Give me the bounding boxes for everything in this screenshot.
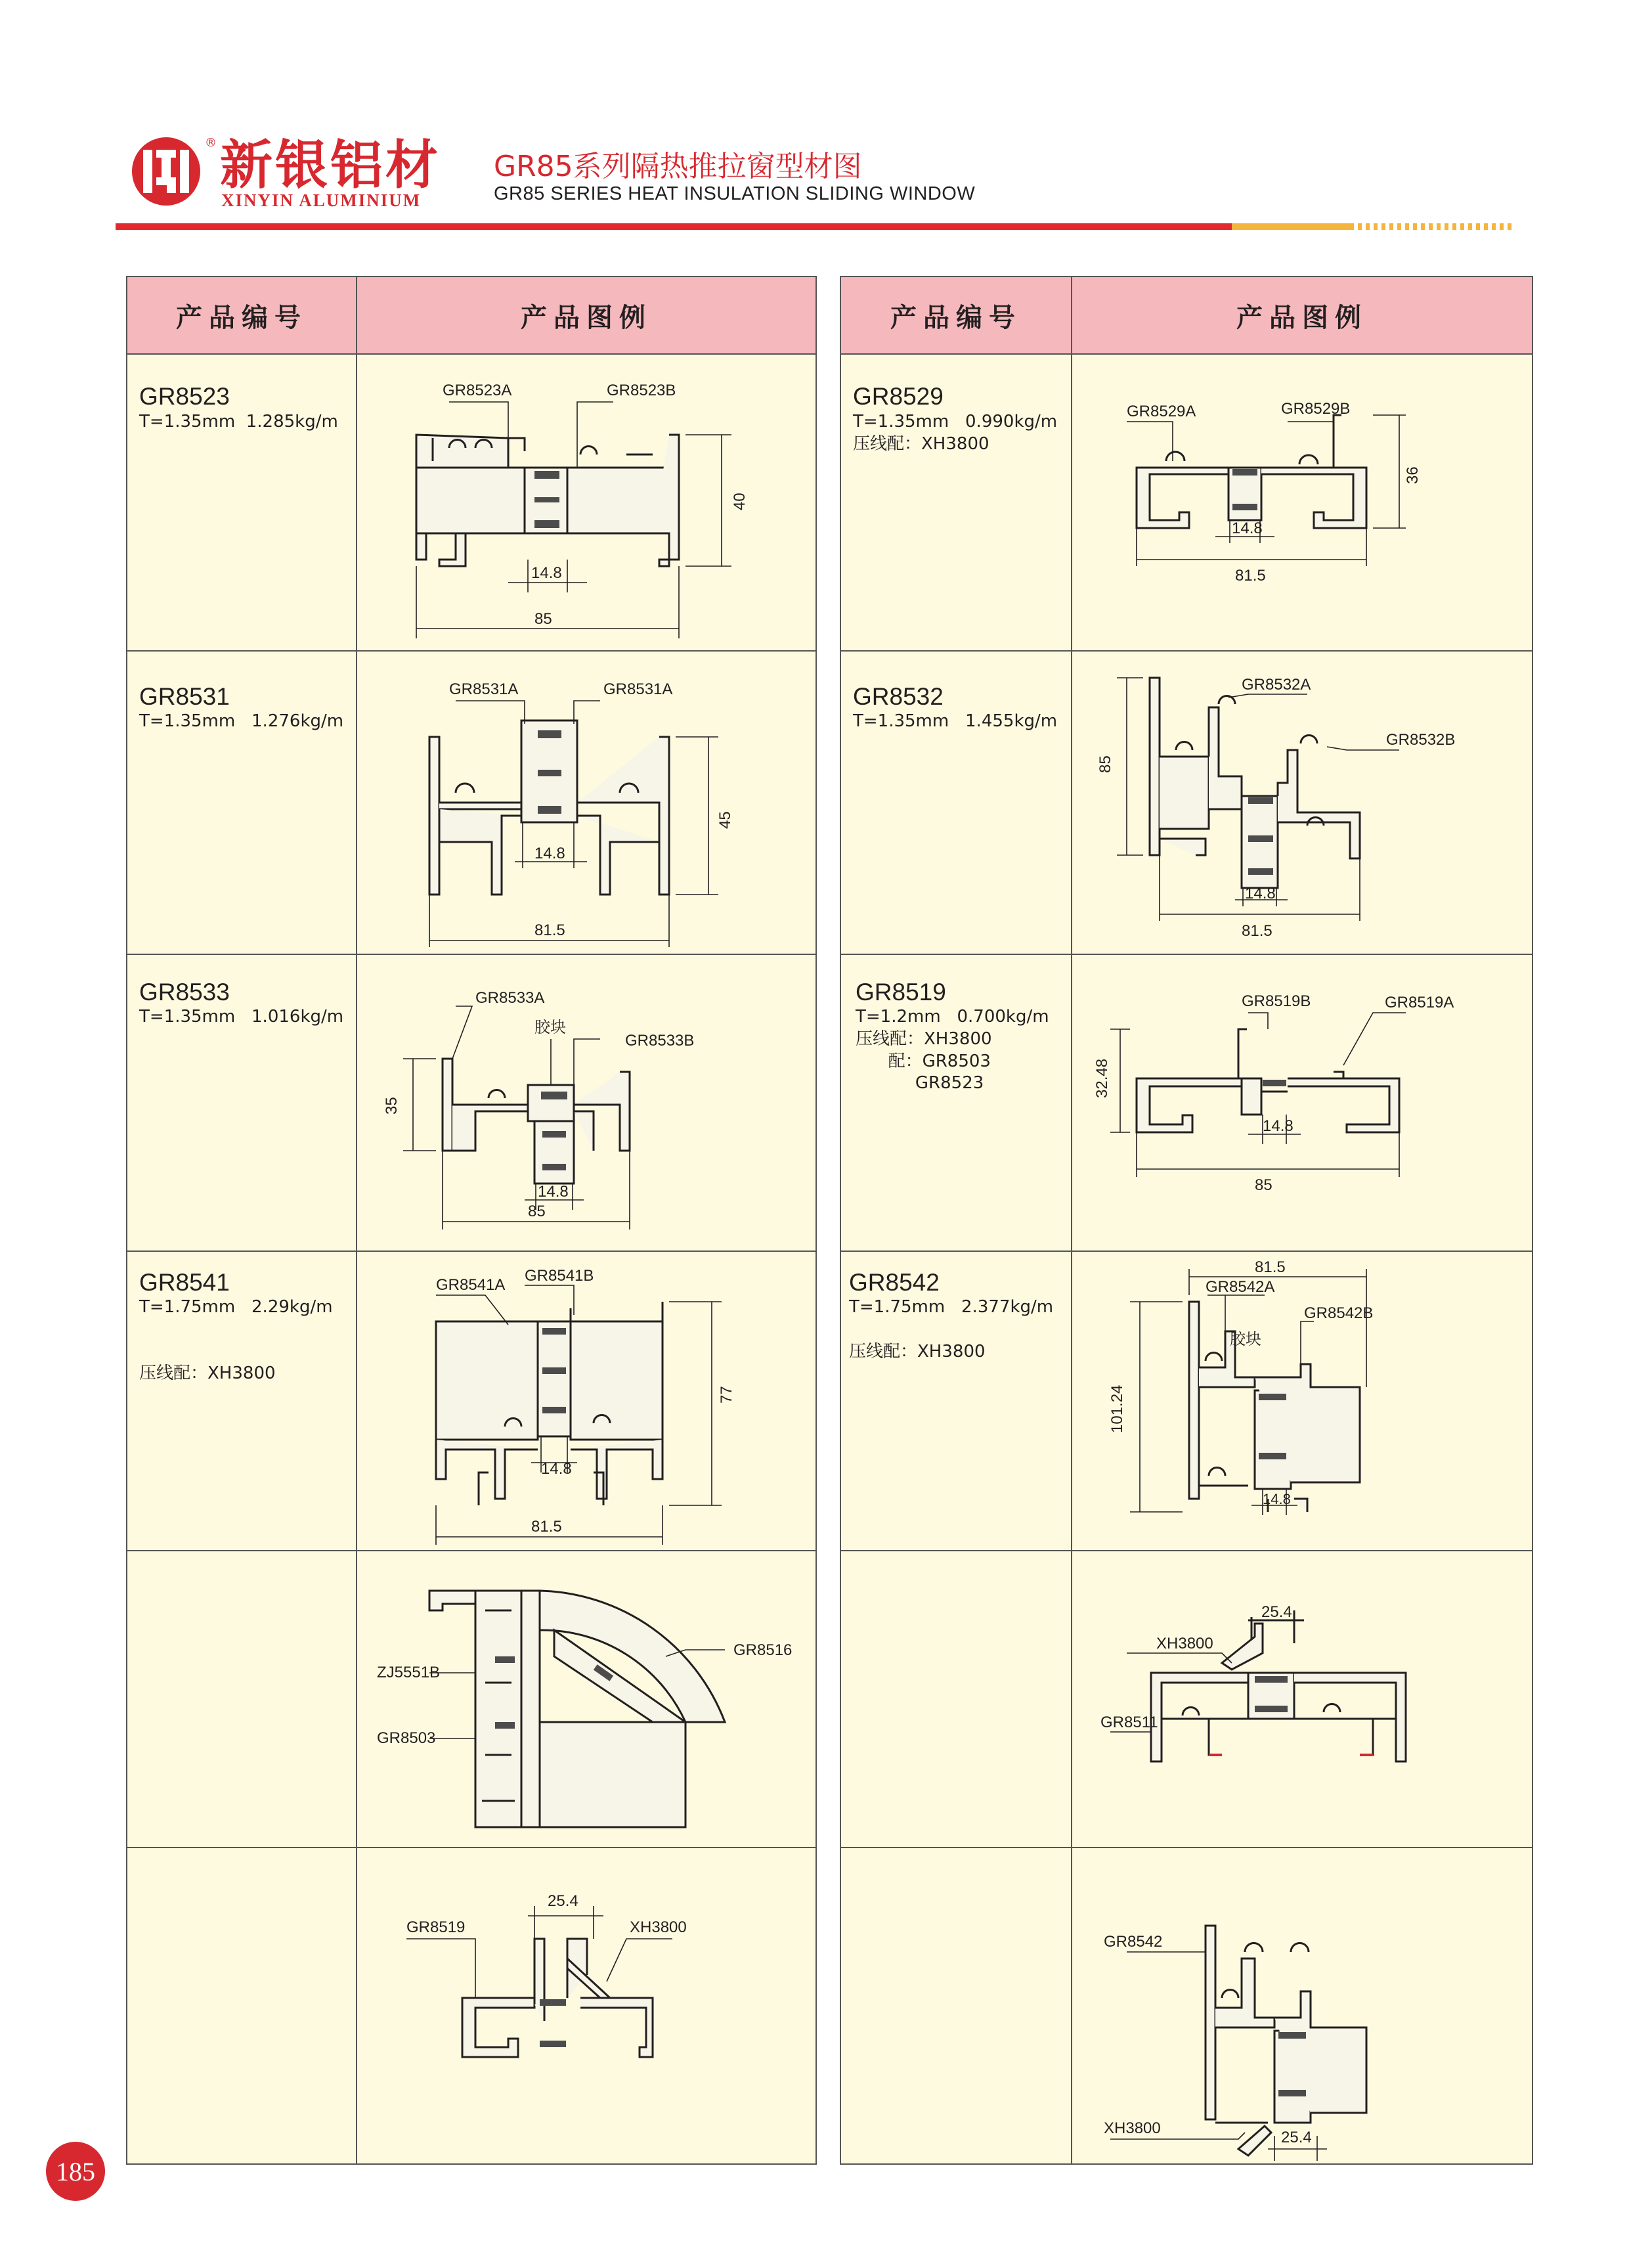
product-code: GR8541 — [139, 1269, 230, 1296]
product-code: GR8531 — [139, 683, 230, 710]
header-divider — [116, 223, 1232, 230]
product-code: GR8519 — [856, 979, 946, 1006]
part-label: GR8516 — [733, 1641, 793, 1659]
brand-name-en: XINYIN ALUMINIUM — [221, 190, 422, 210]
row-divider — [127, 954, 815, 955]
dimension-label: 14.8 — [541, 1460, 572, 1478]
product-spec: T=1.35mm 0.990kg/m 压线配：XH3800 — [853, 412, 1058, 454]
part-label: GR8531A — [449, 680, 519, 698]
assembly-drawing-gr8519 — [377, 1867, 797, 2142]
profile-drawing-gr8529 — [1091, 376, 1511, 625]
dimension-label: 14.8 — [538, 1183, 569, 1201]
header-code: 产品编号 — [176, 302, 307, 333]
part-label: GR8541A — [436, 1276, 506, 1294]
part-label: GR8519A — [1385, 994, 1454, 1011]
part-label: XH3800 — [1104, 2119, 1161, 2137]
product-code: GR8529 — [853, 383, 944, 410]
glue-label: 胶块 — [534, 1019, 566, 1036]
part-label: GR8529A — [1127, 403, 1196, 420]
header-figure: 产品图例 — [1236, 302, 1368, 333]
dimension-label: 14.8 — [531, 564, 562, 582]
profile-drawing-gr8542 — [1091, 1256, 1511, 1545]
product-spec: T=1.35mm 1.016kg/m — [139, 1007, 344, 1027]
column-divider — [356, 277, 357, 2163]
profile-drawing-gr8533 — [377, 967, 797, 1243]
part-label: GR8523B — [607, 382, 676, 399]
part-label: XH3800 — [630, 1918, 687, 1936]
profile-drawing-gr8519 — [1091, 967, 1511, 1243]
header-code: 产品编号 — [890, 302, 1022, 333]
part-label: GR8511 — [1100, 1714, 1158, 1731]
part-label: ZJ5551B — [377, 1664, 441, 1681]
registered-mark: ® — [205, 136, 217, 150]
row-divider — [841, 1847, 1532, 1848]
profile-drawing-gr8532 — [1091, 658, 1511, 947]
dimension-label: 32.48 — [1093, 1058, 1111, 1098]
dimension-label: 85 — [528, 1203, 546, 1220]
product-spec: T=1.75mm 2.29kg/m 压线配：XH3800 — [139, 1297, 333, 1384]
dimension-label: 40 — [731, 493, 749, 510]
assembly-drawing-corner — [377, 1564, 797, 1840]
part-label: GR8523A — [443, 382, 512, 399]
product-code: GR8542 — [849, 1269, 940, 1296]
row-divider — [841, 1550, 1532, 1551]
dimension-label: 101.24 — [1108, 1384, 1126, 1433]
dimension-label: 77 — [718, 1386, 735, 1404]
header-figure: 产品图例 — [521, 302, 652, 333]
product-code: GR8532 — [853, 683, 944, 710]
product-code: GR8523 — [139, 383, 230, 410]
product-code: GR8533 — [139, 979, 230, 1006]
dimension-label: 14.8 — [1245, 885, 1276, 902]
dimension-label: 45 — [716, 811, 734, 829]
part-label: GR8542A — [1206, 1278, 1275, 1296]
page-title-en: GR85 SERIES HEAT INSULATION SLIDING WINDOW — [494, 183, 976, 204]
product-spec: T=1.35mm 1.276kg/m — [139, 711, 344, 731]
part-label: GR8533A — [475, 989, 545, 1007]
part-label: GR8541B — [525, 1267, 594, 1285]
part-label: GR8529B — [1281, 400, 1351, 418]
dimension-label: 14.8 — [1263, 1117, 1293, 1135]
glue-label: 胶块 — [1230, 1331, 1261, 1348]
dimension-label: 81.5 — [1235, 567, 1266, 585]
header-divider-accent — [1232, 223, 1350, 230]
assembly-drawing-gr8511 — [1091, 1564, 1511, 1840]
row-divider — [841, 954, 1532, 955]
table-header — [127, 277, 815, 355]
header-divider-dots — [1350, 223, 1514, 230]
part-label: GR8542 — [1104, 1933, 1163, 1951]
page-title-cn: GR85系列隔热推拉窗型材图 — [494, 150, 862, 183]
profile-drawing-gr8541 — [377, 1262, 797, 1551]
product-spec: T=1.35mm 1.285kg/m — [139, 412, 338, 432]
dimension-label: 25.4 — [1261, 1603, 1292, 1621]
dimension-label: 14.8 — [1232, 520, 1263, 537]
dimension-label: 36 — [1404, 466, 1422, 484]
assembly-drawing-gr8542 — [1091, 1860, 1511, 2146]
part-label: GR8519 — [406, 1918, 466, 1936]
product-spec: T=1.2mm 0.700kg/m 压线配：XH3800 配：GR8503 GR8523 — [856, 1007, 1049, 1094]
dimension-label: 25.4 — [548, 1892, 578, 1910]
dimension-label: 14.8 — [534, 845, 565, 862]
dimension-label: 85 — [1097, 755, 1114, 773]
row-divider — [127, 1251, 815, 1252]
row-divider — [841, 1251, 1532, 1252]
product-table-left — [126, 276, 817, 2165]
dimension-label: 85 — [534, 610, 552, 628]
part-label: GR8542B — [1304, 1304, 1374, 1322]
dimension-label: 85 — [1255, 1176, 1272, 1194]
brand-name-cn: 新银铝材 — [220, 135, 441, 196]
row-divider — [127, 650, 815, 652]
product-spec: T=1.75mm 2.377kg/m 压线配：XH3800 — [849, 1297, 1054, 1361]
dimension-label: 25.4 — [1281, 2129, 1312, 2146]
part-label: GR8519B — [1242, 992, 1311, 1010]
part-label: GR8503 — [377, 1729, 436, 1747]
table-header — [841, 277, 1532, 355]
part-label: GR8532A — [1242, 676, 1311, 694]
dimension-label: 35 — [383, 1097, 401, 1115]
dimension-label: 81.5 — [531, 1518, 562, 1536]
dimension-label: 81.5 — [534, 921, 565, 939]
part-label: XH3800 — [1156, 1635, 1213, 1652]
product-spec: T=1.35mm 1.455kg/m — [853, 711, 1058, 731]
logo-icon — [130, 135, 202, 208]
column-divider — [1071, 277, 1072, 2163]
page-number: 185 — [46, 2142, 105, 2201]
dimension-label: 81.5 — [1242, 922, 1272, 940]
part-label: GR8531A — [603, 680, 673, 698]
dimension-label: 14.8 — [1263, 1491, 1291, 1507]
profile-drawing-gr8531 — [377, 671, 797, 947]
row-divider — [127, 1847, 815, 1848]
product-table-right — [840, 276, 1533, 2165]
dimension-label: 81.5 — [1255, 1258, 1286, 1276]
part-label: GR8533B — [625, 1032, 695, 1050]
part-label: GR8532B — [1386, 731, 1456, 749]
row-divider — [841, 650, 1532, 652]
profile-drawing-gr8523 — [377, 369, 797, 645]
